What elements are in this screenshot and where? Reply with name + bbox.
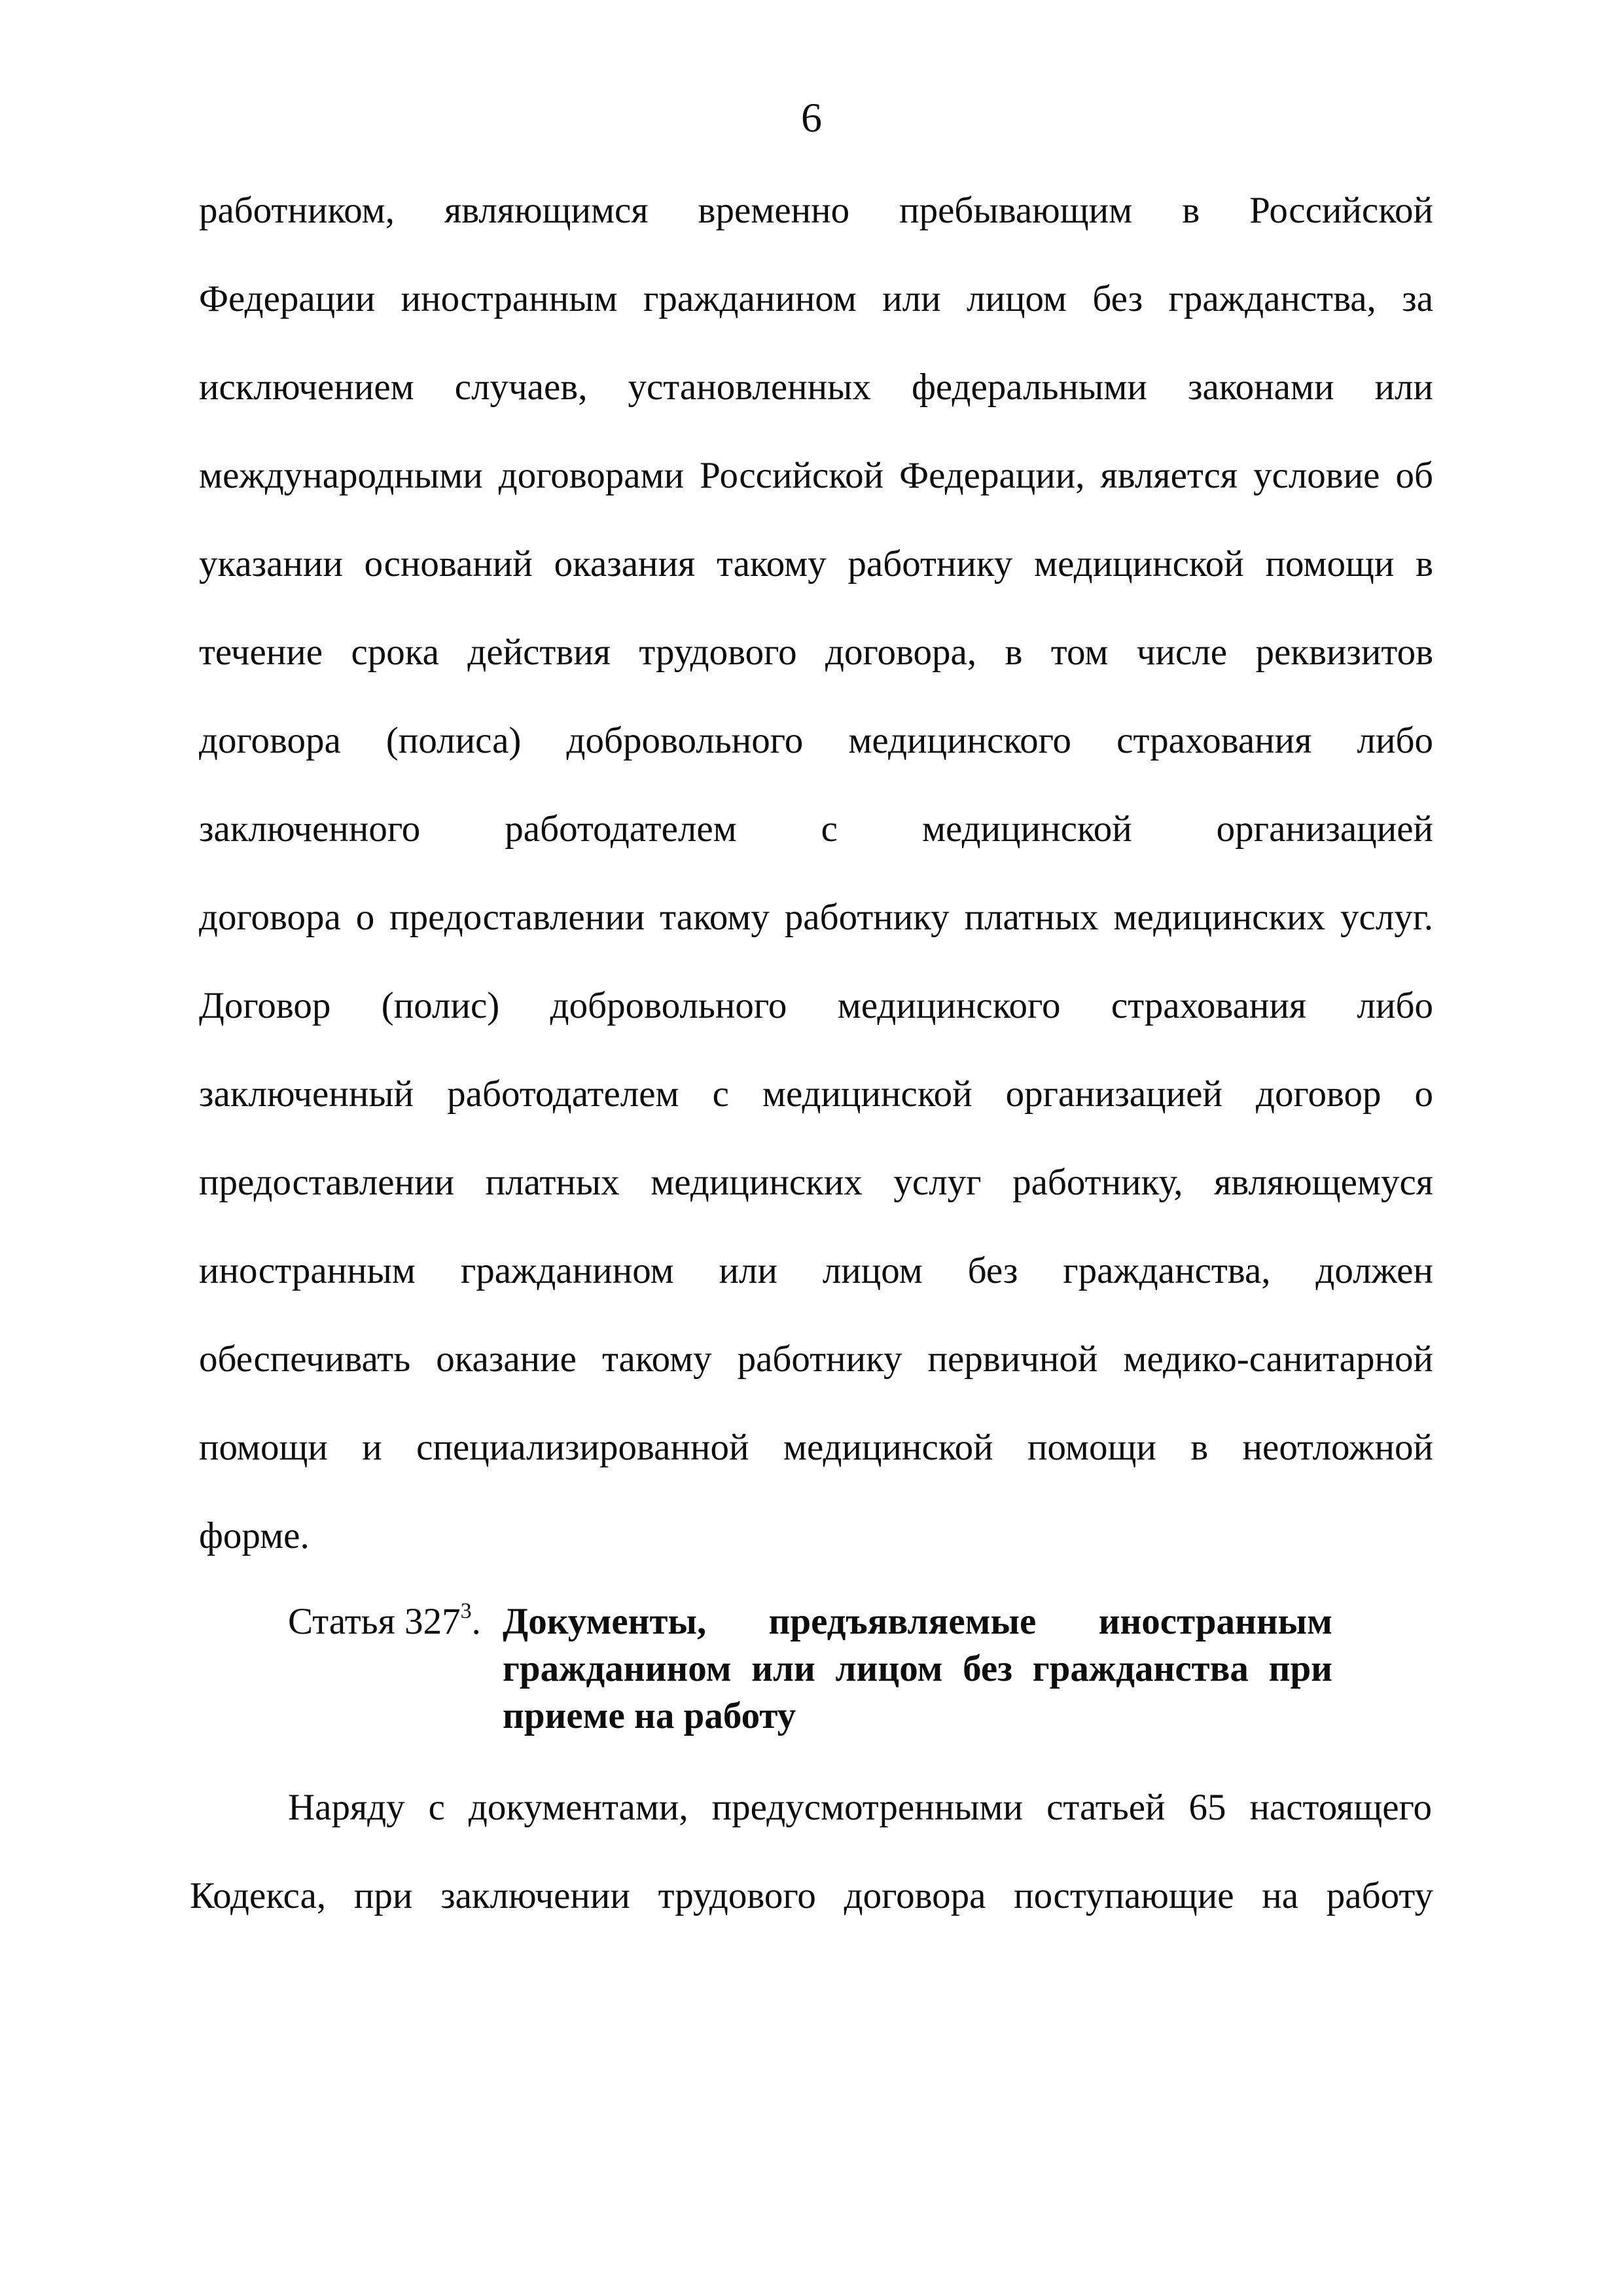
text-line: договора (полиса) добровольного медицинского страхования либо [199, 720, 1433, 761]
text-line: Договор (полис) добровольного медицинского страхования либо [199, 985, 1433, 1026]
article-label-suffix: . [471, 1601, 481, 1642]
article-label [288, 1598, 481, 1645]
article-superscript: 3 [460, 1599, 472, 1623]
text-line: договора о предоставлении такому работнику платных медицинских услуг. [199, 897, 1433, 938]
text-line: Кодекса, при заключении трудового договора поступающие на работу [190, 1875, 1433, 1916]
text-line: обеспечивать оказание такому работнику первичной медико-санитарной [199, 1338, 1433, 1380]
article-number: Статья 327 [288, 1601, 461, 1642]
text-line: международными договорами Российской Федерации, является условие об [199, 455, 1433, 496]
article-title-line: Документы, предъявляемые иностранным [503, 1601, 1332, 1642]
text-line: предоставлении платных медицинских услуг работнику, являющемуся [199, 1162, 1433, 1203]
text-line: заключенного работодателем с медицинской организацией [199, 808, 1433, 850]
text-line: заключенный работодателем с медицинской организацией договор о [199, 1073, 1433, 1115]
page-number: 6 [801, 94, 822, 141]
text-line: исключением случаев, установленных федеральными законами или [199, 367, 1433, 408]
article-title-line: приеме на работу [503, 1695, 796, 1736]
text-line: форме. [199, 1515, 310, 1556]
text-line: иностранным гражданином или лицом без гражданства, должен [199, 1250, 1433, 1291]
text-line: указании оснований оказания такому работнику медицинской помощи в [199, 543, 1433, 584]
text-line: работником, являющимся временно пребывающим в Российской [199, 190, 1433, 231]
text-line: Наряду с документами, предусмотренными статьей 65 настоящего [288, 1787, 1432, 1828]
text-line: помощи и специализированной медицинской помощи в неотложной [199, 1427, 1433, 1468]
article-title-line: гражданином или лицом без гражданства при [503, 1648, 1332, 1689]
text-line: течение срока действия трудового договора, в том числе реквизитов [199, 632, 1433, 673]
text-line: Федерации иностранным гражданином или лицом без гражданства, за [199, 278, 1433, 319]
